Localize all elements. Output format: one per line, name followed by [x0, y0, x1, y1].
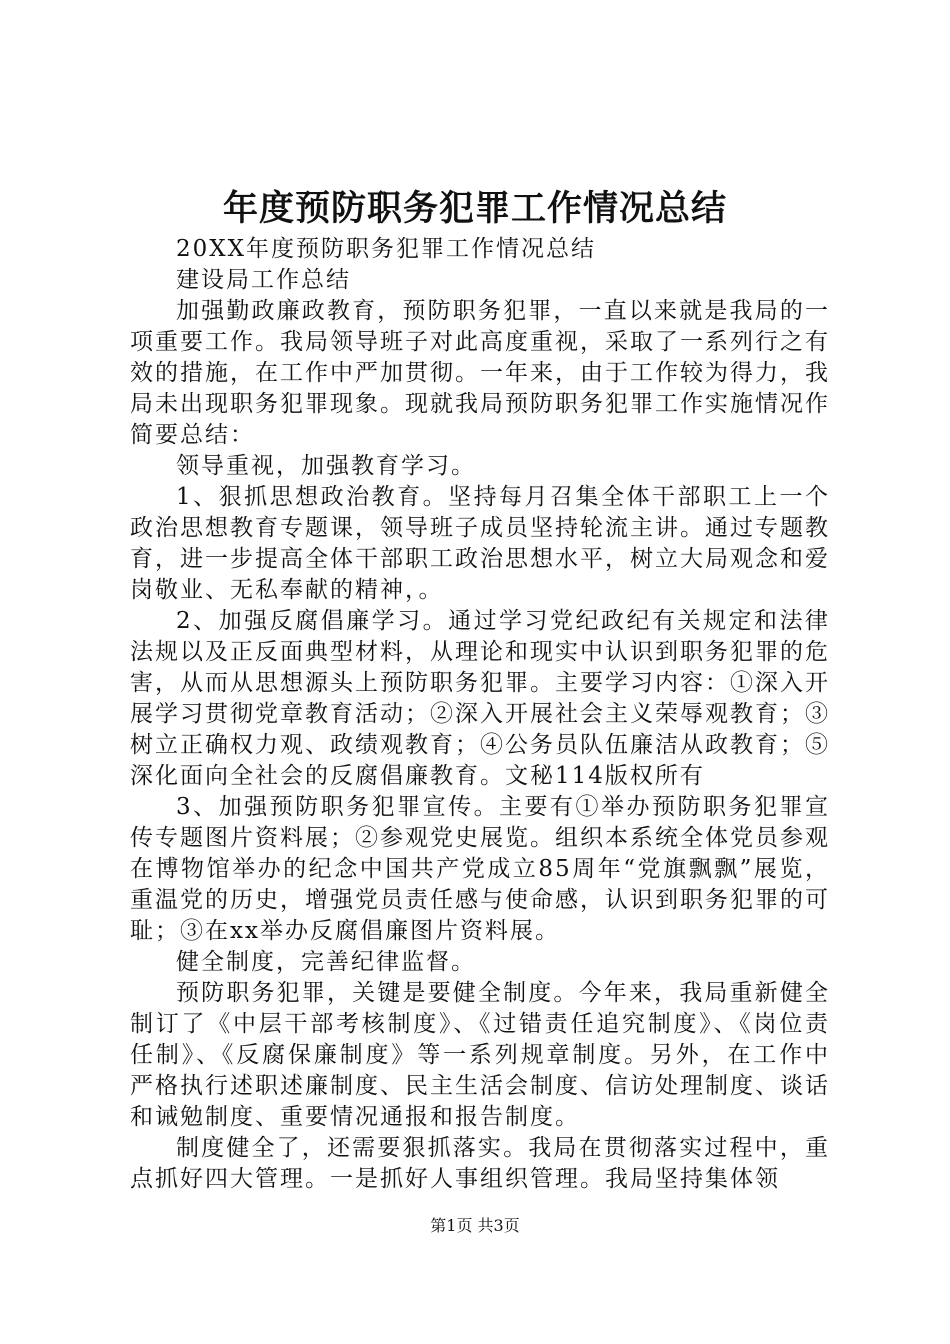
- paragraph-department: 建设局工作总结: [176, 267, 351, 293]
- section-heading-education: 领导重视，加强教育学习。: [176, 453, 476, 479]
- page-number-footer: 第1页 共3页: [430, 1216, 520, 1235]
- paragraph-item-2: 2、加强反腐倡廉学习。通过学习党纪政纪有关规定和法律法规以及正反面典型材料，从理论和现实中认识到职务犯罪的危害，从而从思想源头上预防职务犯罪。主要学习内容：①深入开展学习贯彻党章教育活动；②深入开展社会主义荣辱观教育；③树立正确权力观、政绩观教育；④公务员队伍廉洁从政教育；⑤深化面向全社会的反腐倡廉教育。文秘114版权所有: [130, 608, 830, 789]
- paragraph-system: 预防职务犯罪，关键是要健全制度。今年来，我局重新健全制订了《中层干部考核制度》、《过错责任追究制度》、《岗位责任制》、《反腐保廉制度》等一系列规章制度。另外，在工作中严格执行述职述廉制度、民主生活会制度、信访处理制度、谈话和诫勉制度、重要情况通报和报告制度。: [130, 980, 830, 1130]
- paragraph-item-3: 3、加强预防职务犯罪宣传。主要有①举办预防职务犯罪宣传专题图片资料展；②参观党史展览。组织本系统全体党员参观在博物馆举办的纪念中国共产党成立85周年“党旗飘飘”展览，重温党的历史，增强党员责任感与使命感，认识到职务犯罪的可耻；③在xx举办反腐倡廉图片资料展。: [130, 794, 830, 944]
- paragraph-intro: 加强勤政廉政教育，预防职务犯罪，一直以来就是我局的一项重要工作。我局领导班子对此高度重视，采取了一系列行之有效的措施，在工作中严加贯彻。一年来，由于工作较为得力，我局未出现职务犯罪现象。现就我局预防职务犯罪工作实施情况作简要总结：: [130, 298, 830, 448]
- document-body: [130, 234, 830, 1195]
- paragraph-item-1: 1、狠抓思想政治教育。坚持每月召集全体干部职工上一个政治思想教育专题课，领导班子成员坚持轮流主讲。通过专题教育，进一步提高全体干部职工政治思想水平，树立大局观念和爱岗敬业、无私奉献的精神，。: [130, 484, 830, 603]
- paragraph-implementation: 制度健全了，还需要狠抓落实。我局在贯彻落实过程中，重点抓好四大管理。一是抓好人事组织管理。我局坚持集体领: [130, 1135, 830, 1192]
- paragraph-subtitle: 20XX年度预防职务犯罪工作情况总结: [176, 236, 597, 262]
- section-heading-system: 健全制度，完善纪律监督。: [176, 949, 476, 975]
- document-title: 年度预防职务犯罪工作情况总结: [222, 188, 727, 229]
